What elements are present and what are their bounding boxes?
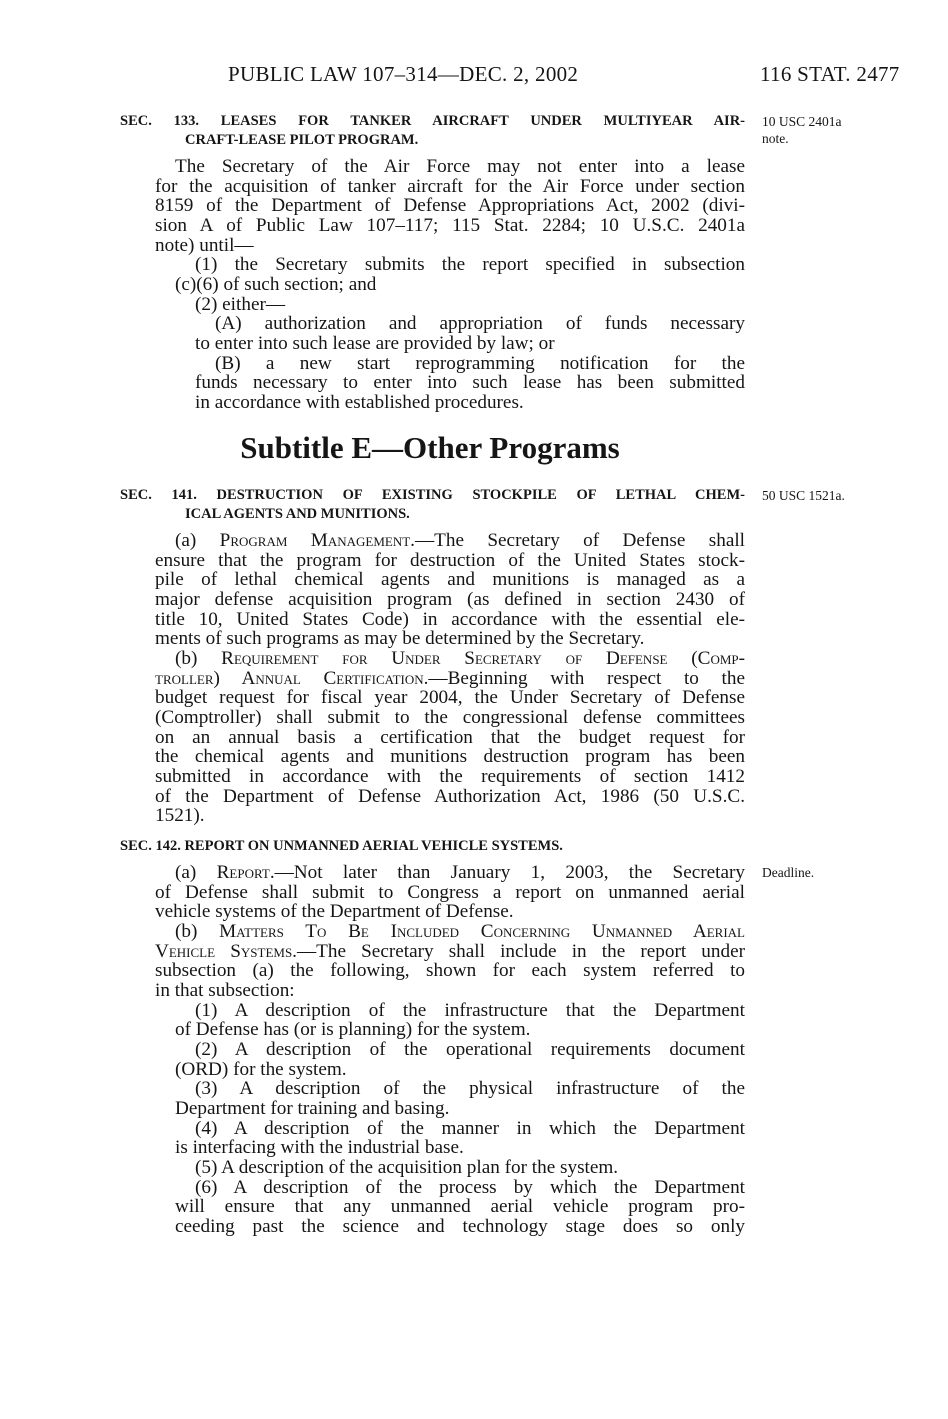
running-header-title: PUBLIC LAW 107–314—DEC. 2, 2002 [228,62,579,86]
line-text: .—Not later than January 1, 2003, the Secretary [269,862,745,883]
text-line: on an annual basis a certification that the budget request for [155,726,745,748]
paragraph-heading: troller) Annual Certification [155,667,424,689]
text-line: (2) A description of the operational requirements document [195,1038,745,1060]
text-line: (1) A description of the infrastructure that the Department [195,999,745,1021]
margin-note-line: Deadline. [762,865,815,880]
text-line: funds necessary to enter into such lease has been submitted [195,372,745,394]
line-text: .—Beginning with respect to the [423,667,745,689]
subtitle-heading: Subtitle E—Other Programs [240,430,620,465]
section-body [155,157,745,413]
text-line: (A) authorization and appropriation of funds necessary [215,313,745,335]
section-body [155,531,745,826]
text-line: 1521). [155,805,205,827]
line-text: .—The Secretary shall include in the report under [292,940,745,962]
text-line: budget request for fiscal year 2004, the Under Secretary of Defense [155,687,745,709]
paragraph-number: (b) [175,647,222,669]
text-line: to enter into such lease are provided by law; or [195,332,555,354]
text-line: Department for training and basing. [175,1097,450,1119]
paragraph-heading: Vehicle Systems [155,940,293,962]
section-body [155,863,745,1236]
text-line: (1) the Secretary submits the report specified in subsection [195,254,745,276]
text-line: subsection (a) the following, shown for each system referred to [155,960,745,982]
text-line: note) until— [155,234,254,256]
paragraph-heading: Requirement for Under Secretary of Defense (Comp- [221,647,746,669]
margin-note-line: 10 USC 2401a [762,114,842,129]
paragraph-heading: Program Management [219,530,411,551]
text-line: (ORD) for the system. [175,1058,347,1080]
paragraph-heading: Matters To Be Included Concerning Unmanned Aerial [219,920,746,942]
section-heading [120,486,745,524]
text-line: will ensure that any unmanned aerial vehicle program pro- [175,1196,745,1218]
paragraph-number: (b) [175,920,220,942]
text-line [155,942,745,962]
text-line: ensure that the program for destruction of the United States stock- [155,549,745,571]
section-heading-line: SEC. 141. DESTRUCTION OF EXISTING STOCKPILE OF LETHAL CHEM- [120,487,745,503]
paragraph-heading: Report [216,862,270,883]
text-line: submitted in accordance with the requirements of section 1412 [155,765,745,787]
text-line: is interfacing with the industrial base. [175,1137,464,1159]
text-line: ceeding past the science and technology stage does so only [175,1215,745,1237]
text-line [155,863,745,883]
text-line: major defense acquisition program (as defined in section 2430 of [155,588,745,610]
text-line: (2) either— [195,293,286,315]
text-line: (5) A description of the acquisition plan for the system. [195,1156,619,1178]
text-line: vehicle systems of the Department of Defense. [155,901,514,923]
text-line: sion A of Public Law 107–117; 115 Stat. 2284; 10 U.S.C. 2401a [155,214,745,236]
text-line: of Defense shall submit to Congress a report on unmanned aerial [155,881,745,903]
text-line [155,531,745,551]
text-line: The Secretary of the Air Force may not enter into a lease [175,156,745,177]
margin-note-133 [762,113,842,147]
margin-note-142 [762,864,814,881]
text-line: the chemical agents and munitions destruction program has been [155,746,745,768]
margin-note-141 [762,487,845,504]
text-line: (c)(6) of such section; and [175,273,377,295]
text-line: in accordance with established procedures. [195,391,524,413]
margin-note-line: note. [762,131,789,146]
text-line: (3) A description of the physical infrastructure of the [195,1078,745,1100]
section-142 [120,837,746,1237]
paragraph-number: (a) [175,530,220,551]
paragraph-number: (a) [175,862,217,883]
text-line: title 10, United States Code) in accordance with the essential ele- [155,608,745,630]
text-line: pile of lethal chemical agents and munitions is managed as a [155,569,745,591]
line-text: .—The Secretary of Defense shall [410,530,745,551]
section-heading-line: SEC. 133. LEASES FOR TANKER AIRCRAFT UNDER MULTIYEAR AIR- [120,113,745,129]
section-heading-line: CRAFT-LEASE PILOT PROGRAM. [185,132,419,148]
section-heading-line: SEC. 142. REPORT ON UNMANNED AERIAL VEHICLE SYSTEMS. [120,838,563,854]
text-line [155,669,745,689]
text-line: in that subsection: [155,979,295,1001]
section-heading-line: ICAL AGENTS AND MUNITIONS. [185,506,410,522]
text-line: for the acquisition of tanker aircraft for the Air Force under section [155,175,745,197]
section-141 [120,486,746,827]
section-heading [120,837,745,856]
text-line [155,922,745,942]
section-133 [120,112,745,413]
text-line: (6) A description of the process by which the Department [195,1176,745,1198]
text-line: 8159 of the Department of Defense Appropriations Act, 2002 (divi- [155,195,745,217]
text-line: (Comptroller) shall submit to the congressional defense committees [155,706,745,728]
text-line: of Defense has (or is planning) for the system. [175,1019,531,1041]
text-line: (4) A description of the manner in which the Department [195,1117,745,1139]
section-heading [120,112,745,150]
text-line [155,649,745,669]
text-line: ments of such programs as may be determined by the Secretary. [155,628,645,650]
text-line: (B) a new start reprogramming notification for the [215,352,745,374]
text-line: of the Department of Defense Authorization Act, 1986 (50 U.S.C. [155,785,745,807]
margin-note-line: 50 USC 1521a. [762,488,845,503]
page-number: 116 STAT. 2477 [760,62,900,86]
